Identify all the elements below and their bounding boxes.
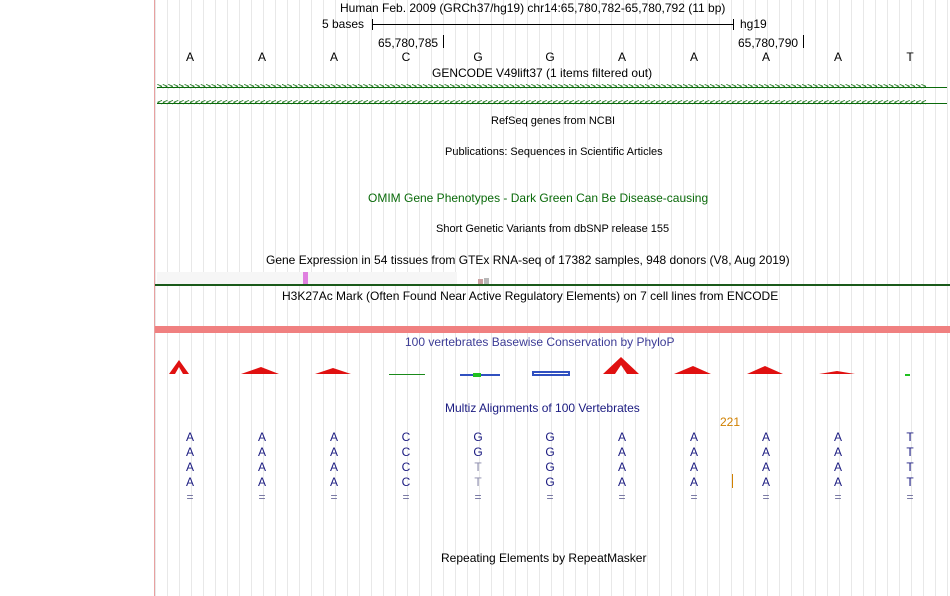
- gene-ensg258760-strand[interactable]: [157, 99, 947, 108]
- h3k27ac-track-title[interactable]: H3K27Ac Mark (Often Found Near Active Regulatory Elements) on 7 cell lines from ENCODE: [282, 289, 779, 303]
- base-letter: G: [473, 50, 483, 64]
- multiz-base: A: [329, 430, 338, 444]
- gene-ensg302621-arrows: >>>>>>>>>>>>>>>>>>>>>>>>>>>>>>>>>>>>>>>>>>>>>>>>>>>>>>>>>>>>>>>>>>>>>>>>>>>>>>>>>>>>>>>>>>>>>>>>>>>>>>>>>>>>>>>>>>>>>>>>>>>>>>>>>>>>>>>>>>>>>>: [157, 83, 927, 92]
- repeatmasker-track-title[interactable]: Repeating Elements by RepeatMasker: [441, 551, 647, 565]
- gtex-gene-line[interactable]: [155, 284, 950, 286]
- scale-bar-line: [372, 24, 733, 25]
- omim-track-title[interactable]: OMIM Gene Phenotypes - Dark Green Can Be Disease-causing: [368, 191, 709, 205]
- ruler-tick-right: [803, 35, 804, 48]
- multiz-base: A: [617, 475, 626, 489]
- multiz-base: =: [474, 490, 482, 504]
- base-letter: G: [545, 50, 555, 64]
- multiz-track-title[interactable]: Multiz Alignments of 100 Vertebrates: [445, 401, 640, 415]
- grid-line: [155, 0, 156, 596]
- multiz-base: C: [401, 460, 411, 474]
- base-letter: A: [617, 50, 626, 64]
- multiz-base: A: [689, 430, 698, 444]
- ruler-position-right: 65,780,790: [738, 36, 799, 50]
- multiz-base: A: [329, 475, 338, 489]
- scale-bar-text: 5 bases: [322, 17, 365, 31]
- phylop-letter-a-9: [747, 366, 783, 374]
- multiz-base: A: [833, 445, 842, 459]
- multiz-base: G: [473, 445, 483, 459]
- multiz-base: =: [906, 490, 914, 504]
- multiz-base: A: [689, 475, 698, 489]
- scale-bar-left-tick: [372, 19, 373, 30]
- multiz-base: A: [689, 445, 698, 459]
- multiz-base: A: [833, 460, 842, 474]
- phylop-track-title[interactable]: 100 vertebrates Basewise Conservation by PhyloP: [405, 335, 675, 349]
- multiz-base: A: [833, 475, 842, 489]
- multiz-base: T: [906, 460, 914, 474]
- multiz-base: A: [329, 460, 338, 474]
- assembly-position-text: Human Feb. 2009 (GRCh37/hg19) chr14:65,780,782-65,780,792 (11 bp): [340, 1, 726, 15]
- base-letter: C: [401, 50, 411, 64]
- multiz-base: =: [546, 490, 554, 504]
- multiz-base: =: [690, 490, 698, 504]
- multiz-base: A: [257, 445, 266, 459]
- multiz-base: A: [185, 445, 194, 459]
- multiz-base: =: [402, 490, 410, 504]
- phylop-letter-a-1: [169, 360, 189, 374]
- gtex-track-title[interactable]: Gene Expression in 54 tissues from GTEx RNA-seq of 17382 samples, 948 donors (V8, Aug 2019): [266, 253, 790, 267]
- multiz-base: A: [761, 460, 770, 474]
- scale-bar-right-tick: [733, 19, 734, 30]
- multiz-base: G: [545, 460, 555, 474]
- multiz-base: A: [257, 430, 266, 444]
- multiz-base: =: [834, 490, 842, 504]
- ruler-tick-left: [443, 35, 444, 48]
- multiz-base: C: [401, 475, 411, 489]
- multiz-base: =: [330, 490, 338, 504]
- multiz-base: A: [617, 445, 626, 459]
- gtex-expression-bar[interactable]: [303, 272, 308, 284]
- multiz-base: A: [329, 445, 338, 459]
- grid-line: [947, 0, 948, 596]
- multiz-base: =: [762, 490, 770, 504]
- phylop-letter-t-11: [905, 374, 910, 376]
- multiz-base: A: [761, 475, 770, 489]
- phylop-letter-a-10: [819, 371, 855, 374]
- multiz-base: A: [833, 430, 842, 444]
- gencode-track-title[interactable]: GENCODE V49lift37 (1 items filtered out): [432, 66, 653, 80]
- multiz-base: A: [185, 430, 194, 444]
- dbsnp-track-title[interactable]: Short Genetic Variants from dbSNP release 155: [436, 223, 670, 235]
- gene-ensg302621-strand[interactable]: [157, 83, 947, 92]
- phylop-letter-c-4: [389, 374, 425, 375]
- multiz-dog-insertion-mark: [732, 474, 733, 488]
- multiz-base: G: [473, 430, 483, 444]
- ruler-position-left: 65,780,785: [378, 36, 439, 50]
- multiz-base: A: [761, 430, 770, 444]
- multiz-base: T: [474, 460, 482, 474]
- multiz-base: A: [689, 460, 698, 474]
- multiz-base: A: [185, 460, 194, 474]
- multiz-base: C: [401, 430, 411, 444]
- base-letter: T: [906, 50, 914, 64]
- multiz-base: T: [474, 475, 482, 489]
- multiz-base: C: [401, 445, 411, 459]
- base-letter: A: [329, 50, 338, 64]
- phylop-letter-g-5: [460, 373, 500, 377]
- track-label-panel: [0, 0, 155, 596]
- multiz-base: A: [257, 475, 266, 489]
- phylop-letter-a-2: [241, 367, 279, 374]
- multiz-base: G: [545, 445, 555, 459]
- base-letter: A: [761, 50, 770, 64]
- multiz-base: A: [185, 475, 194, 489]
- phylop-letter-a-8: [674, 366, 711, 374]
- multiz-base: A: [617, 430, 626, 444]
- publications-track-title[interactable]: Publications: Sequences in Scientific Articles: [445, 146, 663, 158]
- multiz-base: A: [761, 445, 770, 459]
- multiz-base: G: [545, 475, 555, 489]
- base-letter: A: [185, 50, 194, 64]
- base-letter: A: [833, 50, 842, 64]
- multiz-base: G: [545, 430, 555, 444]
- phylop-letter-a-3: [315, 368, 351, 374]
- refseq-track-title[interactable]: RefSeq genes from NCBI: [491, 115, 616, 127]
- multiz-base: T: [906, 475, 914, 489]
- multiz-base: =: [258, 490, 266, 504]
- phylop-letter-a-7: [603, 357, 639, 374]
- base-letter: A: [257, 50, 266, 64]
- multiz-base: A: [257, 460, 266, 474]
- phylop-logo-plot[interactable]: [155, 350, 950, 382]
- gene-ensg258760-arrows: <<<<<<<<<<<<<<<<<<<<<<<<<<<<<<<<<<<<<<<<<<<<<<<<<<<<<<<<<<<<<<<<<<<<<<<<<<<<<<<<<<<<<<<<<<<<<<<<<<<<<<<<<<<<<<<<<<<<<<<<<<<<<<<<<<<<<<<<<<<<<<: [157, 99, 927, 108]
- multiz-base: =: [618, 490, 626, 504]
- phylop-letter-g-6: [533, 372, 569, 375]
- multiz-gaps-value: 221: [720, 415, 741, 429]
- multiz-base: A: [617, 460, 626, 474]
- base-letter: A: [689, 50, 698, 64]
- h3k27ac-signal-bar[interactable]: [155, 326, 950, 333]
- multiz-base: T: [906, 445, 914, 459]
- scale-db-text: hg19: [740, 17, 767, 31]
- multiz-base: T: [906, 430, 914, 444]
- multiz-base: =: [186, 490, 194, 504]
